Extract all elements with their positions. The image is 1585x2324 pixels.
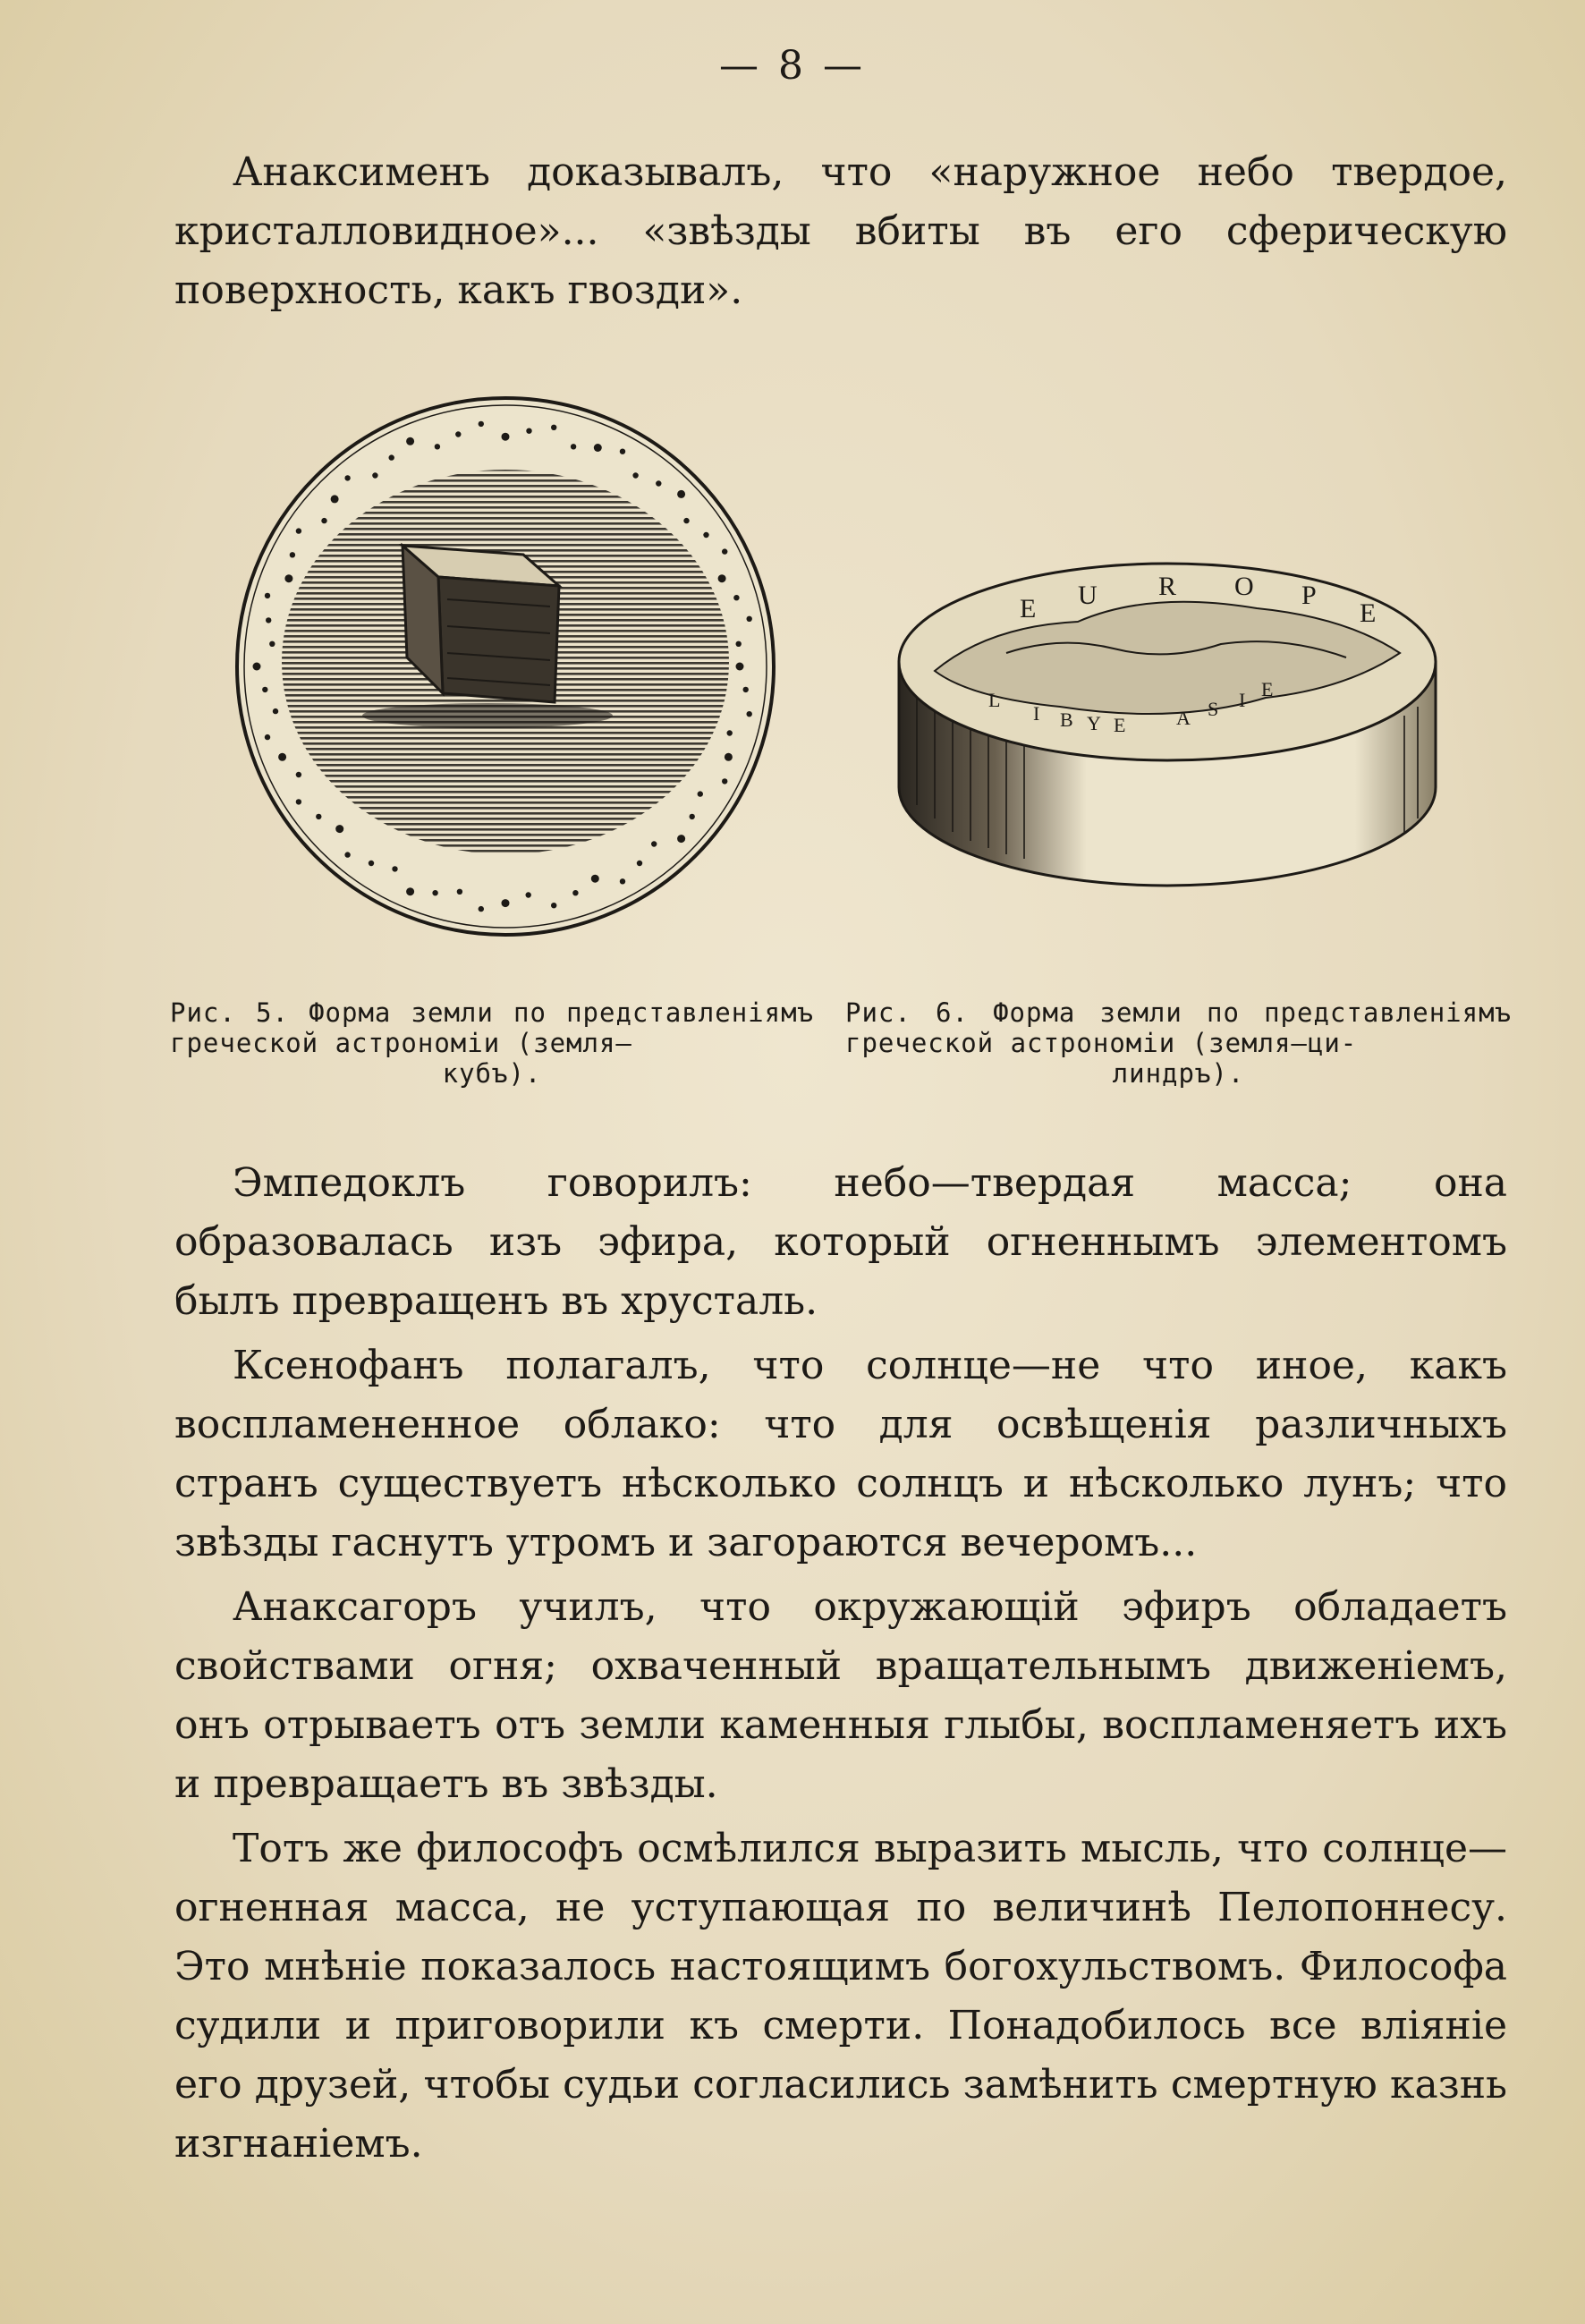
star-dot (406, 887, 414, 895)
figure-5-caption-main: Рис. 5. Форма земли по представленіямъ греческой астрономіи (земля— (170, 997, 814, 1058)
star-dot (372, 472, 377, 478)
map-label-p: P (1301, 581, 1317, 610)
star-dot (656, 480, 661, 486)
map-label-e1: E (1020, 594, 1037, 623)
star-dot (479, 906, 484, 912)
figure-6-caption-end: линдръ). (1112, 1058, 1245, 1089)
map-label-y: Y (1087, 712, 1101, 734)
body-text (174, 1154, 1507, 2174)
star-dot (262, 687, 267, 692)
map-label-b: B (1060, 708, 1073, 731)
paragraph-anaxagoras: Анаксагоръ училъ, что окружающій эфиръ обладаетъ свойствами огня; охваченный вращательнымъ движеніемъ, онъ отрываетъ отъ земли каменныя глыбы, воспламеняетъ ихъ и превращаетъ въ звѣзды. (174, 1584, 1507, 1807)
figure-6-caption (845, 997, 1512, 1089)
map-label-o: O (1234, 572, 1254, 601)
figure-6-caption-main: Рис. 6. Форма земли по представленіямъ греческой астрономіи (земля—ци- (845, 997, 1512, 1058)
star-dot (479, 421, 484, 427)
star-dot (344, 852, 350, 857)
star-dot (389, 454, 394, 460)
star-dot (594, 444, 602, 452)
star-dot (296, 772, 301, 777)
figure-5-caption-end: кубъ). (442, 1058, 542, 1089)
star-dot (265, 593, 270, 598)
star-dot (690, 814, 695, 819)
star-dot (637, 861, 642, 866)
star-dot (369, 861, 374, 866)
star-dot (265, 734, 270, 740)
star-dot (632, 472, 638, 478)
star-dot (457, 889, 462, 895)
paragraph-empedocles: Эмпедоклъ говорилъ: небо—твердая масса; она образовалась изъ эфира, который огненнымъ элементомъ былъ превращенъ въ хрусталь. (174, 1160, 1507, 1324)
star-dot (620, 878, 625, 884)
star-dot (725, 753, 733, 761)
star-dot (432, 890, 437, 895)
star-dot (736, 663, 744, 671)
star-dot (392, 866, 397, 871)
star-dot (743, 687, 749, 692)
map-label-e3: E (1114, 714, 1126, 736)
map-label-u: U (1078, 581, 1098, 610)
star-dot (290, 552, 295, 557)
map-label-e2: E (1360, 598, 1377, 628)
star-dot (296, 799, 301, 804)
star-dot (266, 617, 271, 623)
map-label-e4: E (1261, 678, 1274, 700)
paragraph-anaxagoras-exile: Тотъ же философъ осмѣлился выразить мысль, что солнце—огненная масса, не уступающая по величинѣ Пелопоннесу. Это мнѣніе показалось настоящимъ богохульствомъ. Философа судили и приговорили къ смерти. Понадобилось все вліяніе его друзей, чтобы судьи согласились замѣнить смертную казнь изгнаніемъ. (174, 1826, 1507, 2167)
map-label-a: A (1176, 707, 1191, 729)
star-dot (526, 892, 531, 897)
star-dot (316, 814, 321, 819)
star-dot (572, 890, 578, 895)
figure-6-cylinder-earth (881, 537, 1454, 895)
intro-paragraph: Анаксименъ доказывалъ, что «наружное небо твердое, кристалловидное»... «звѣзды вбиты въ его сферическую поверхность, какъ гвозди». (174, 149, 1507, 313)
star-dot (269, 641, 275, 647)
map-label-i1: I (1033, 702, 1040, 725)
star-dot (406, 437, 414, 445)
star-dot (677, 490, 685, 498)
star-dot (278, 753, 286, 761)
star-dot (502, 899, 510, 907)
map-label-s: S (1208, 698, 1219, 720)
star-dot (455, 431, 461, 437)
star-dot (727, 730, 733, 735)
figure-5-illustration (201, 394, 809, 939)
star-dot (526, 428, 531, 434)
star-dot (683, 518, 689, 523)
figure-6-illustration (881, 537, 1454, 895)
intro-text (174, 143, 1507, 320)
star-dot (698, 791, 703, 796)
star-dot (296, 528, 301, 533)
paragraph-xenophanes: Ксенофанъ полагалъ, что солнце—не что иное, какъ воспламененное облако: что для освѣщенія различныхъ странъ существуетъ нѣсколько солнцъ и нѣсколько лунъ; что звѣзды гаснутъ утромъ и загораются вечеромъ... (174, 1343, 1507, 1565)
page-number: — 8 — (719, 43, 866, 89)
star-dot (747, 711, 752, 717)
star-dot (747, 616, 752, 622)
star-dot (651, 841, 657, 846)
star-dot (677, 835, 685, 843)
star-dot (718, 574, 726, 582)
figure-5-caption (170, 997, 814, 1089)
map-label-r: R (1158, 572, 1177, 601)
map-label-i2: I (1239, 689, 1246, 711)
star-dot (344, 475, 350, 480)
star-dot (284, 574, 292, 582)
star-dot (571, 444, 576, 449)
star-dot (722, 548, 727, 554)
star-dot (733, 595, 739, 600)
star-dot (335, 825, 343, 833)
star-dot (253, 663, 261, 671)
star-dot (273, 708, 278, 714)
map-label-l: L (988, 689, 1001, 711)
star-dot (722, 778, 727, 784)
figure-5-cube-earth (201, 394, 809, 939)
star-dot (321, 518, 326, 523)
star-dot (551, 903, 556, 908)
star-dot (502, 433, 510, 441)
star-dot (331, 495, 339, 503)
star-dot (703, 532, 708, 538)
star-dot (620, 449, 625, 454)
star-dot (591, 875, 599, 883)
star-dot (736, 641, 742, 647)
star-dot (435, 444, 440, 449)
star-dot (551, 425, 556, 430)
